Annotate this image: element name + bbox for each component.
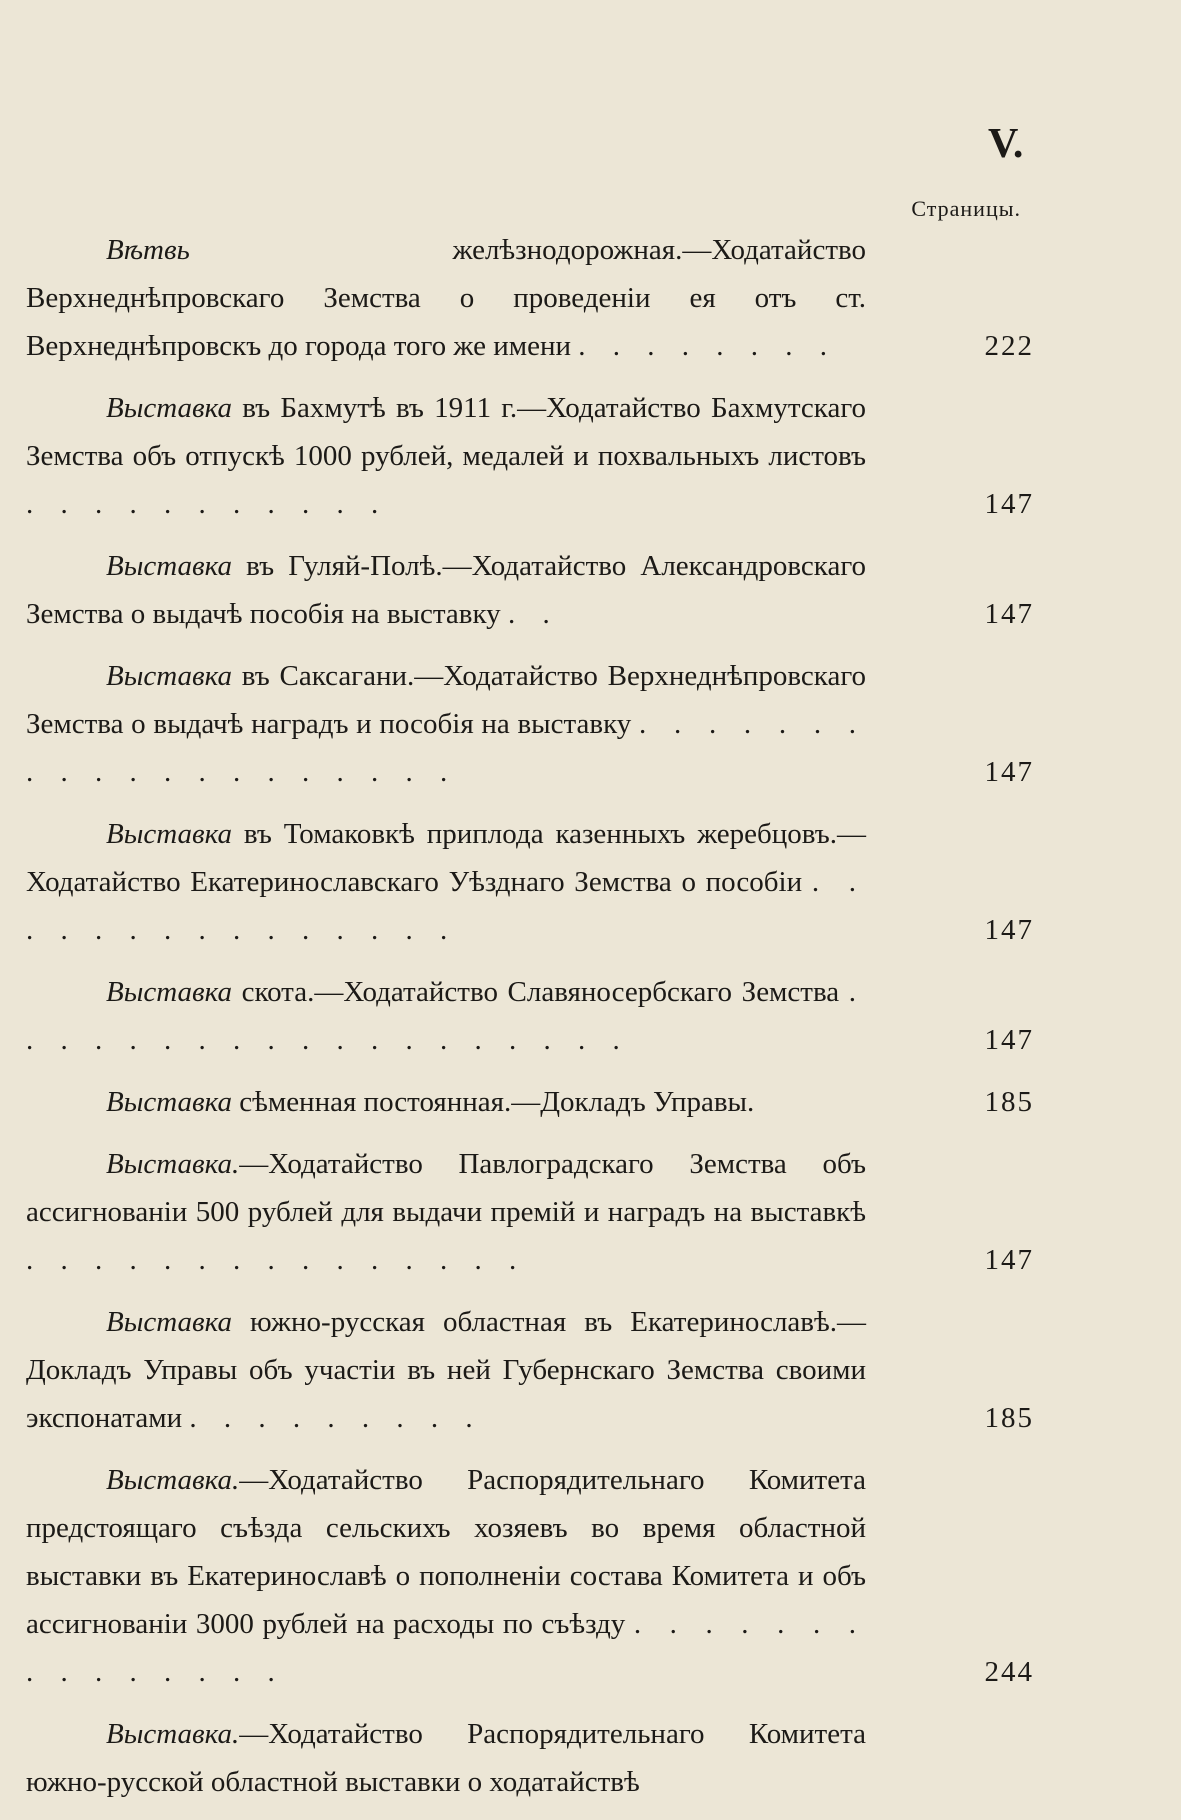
entry-text: —Ходатайство Распорядительнаго Комитета предстоящаго съѣзда сельскихъ хозяевъ во время областной выставки въ Екатеринославѣ о пополненiи состава Комитета и объ ассигнованiи 3000 рублей на расходы по съѣзду: [26, 1464, 866, 1640]
entry-heading: Выставка: [106, 976, 232, 1008]
dot-leaders: . . . . . . . . . . . . . . .: [26, 1608, 867, 1688]
dot-leaders: . . . . . . . . . . . . . . .: [26, 866, 867, 946]
entry-heading: Выставка: [106, 1306, 232, 1338]
entry-text: скота.—Ходатайство Славяносербскаго Земства: [231, 976, 840, 1008]
index-entry: [26, 1298, 1034, 1442]
page-number: V.: [988, 121, 1024, 167]
entry-text: южно-русская областная въ Екатеринославѣ.—Докладъ Управы объ участiи въ ней Губернскаго Земства своими экспонатами: [26, 1306, 866, 1434]
entry-page: 185: [984, 1086, 1034, 1118]
entry-heading: Выставка.: [106, 1148, 240, 1180]
index-entry: [26, 384, 1034, 528]
entry-page: 244: [984, 1656, 1034, 1688]
dot-leaders: . . . . . . . .: [578, 330, 837, 362]
index-entry: [26, 1710, 1026, 1806]
entry-heading: Выставка: [106, 818, 232, 850]
entry-text: —Ходатайство Распорядительнаго Комитета южно-русской областной выставки о ходатайствѣ: [26, 1718, 866, 1798]
index-entry: [26, 1140, 1034, 1284]
entry-heading: Выставка.: [106, 1464, 240, 1496]
dot-leaders: . . . . . . . . .: [189, 1402, 483, 1434]
dot-leaders: . . . . . . . . . . .: [26, 488, 389, 520]
index-entry: [26, 1456, 1034, 1696]
entry-text: —Ходатайство Павлоградскаго Земства объ ассигнованiи 500 рублей для выдачи премiй и наградъ на выставкѣ: [26, 1148, 866, 1228]
entry-page: 222: [984, 330, 1034, 362]
dot-leaders: . . . . . . . . . . . . . . . . . . . .: [26, 708, 867, 788]
entry-page: 147: [984, 756, 1034, 788]
index-entry: [26, 226, 1034, 370]
entry-page: 147: [984, 914, 1034, 946]
entry-page: 147: [984, 598, 1034, 630]
dot-leaders: . . . . . . . . . . . . . . . . . . .: [26, 976, 866, 1056]
index-entry: [26, 652, 1034, 796]
entry-text: въ Бахмутѣ въ 1911 г.—Ходатайство Бахмутскаго Земства объ отпускѣ 1000 рублей, медалей и похвальныхъ листовъ: [26, 392, 866, 472]
entry-heading: Выставка: [106, 392, 232, 424]
entry-heading: Выставка.: [106, 1718, 240, 1750]
dot-leaders: . . . . . . . . . . . . . . .: [26, 1244, 527, 1276]
entry-page: 185: [984, 1402, 1034, 1434]
entry-heading: Выставка: [106, 1086, 232, 1118]
index-entry: [26, 1078, 1034, 1126]
entry-text: въ Томаковкѣ приплода казенныхъ жеребцовъ.—Ходатайство Екатеринославскаго Уѣзднаго Земства о пособiи: [26, 818, 866, 898]
entry-text: сѣменная постоянная.—Докладъ Управы.: [231, 1086, 755, 1118]
entry-heading: Выставка: [106, 550, 232, 582]
column-header: Страницы.: [911, 196, 1021, 221]
entry-heading: Выставка: [106, 660, 232, 692]
index-entries: [26, 226, 1034, 1820]
entry-heading: Вѣтвь: [106, 234, 190, 266]
entry-text: въ Гуляй-Полѣ.—Ходатайство Александровскаго Земства о выдачѣ пособiя на выставку: [26, 550, 866, 630]
entry-text: въ Саксагани.—Ходатайство Верхнеднѣпровскаго Земства о выдачѣ наградъ и пособiя на выставку: [26, 660, 866, 740]
index-entry: [26, 542, 1034, 638]
dot-leaders: . .: [507, 598, 560, 630]
entry-page: 147: [984, 488, 1034, 520]
entry-page: 147: [984, 1244, 1034, 1276]
entry-page: 147: [984, 1024, 1034, 1056]
index-entry: [26, 968, 1034, 1064]
entry-text: желѣзнодорожная.—Ходатайство Верхнеднѣпровскаго Земства о проведенiи ея отъ ст. Верхнеднѣпровскъ до города того же имени: [26, 234, 866, 362]
index-entry: [26, 810, 1034, 954]
